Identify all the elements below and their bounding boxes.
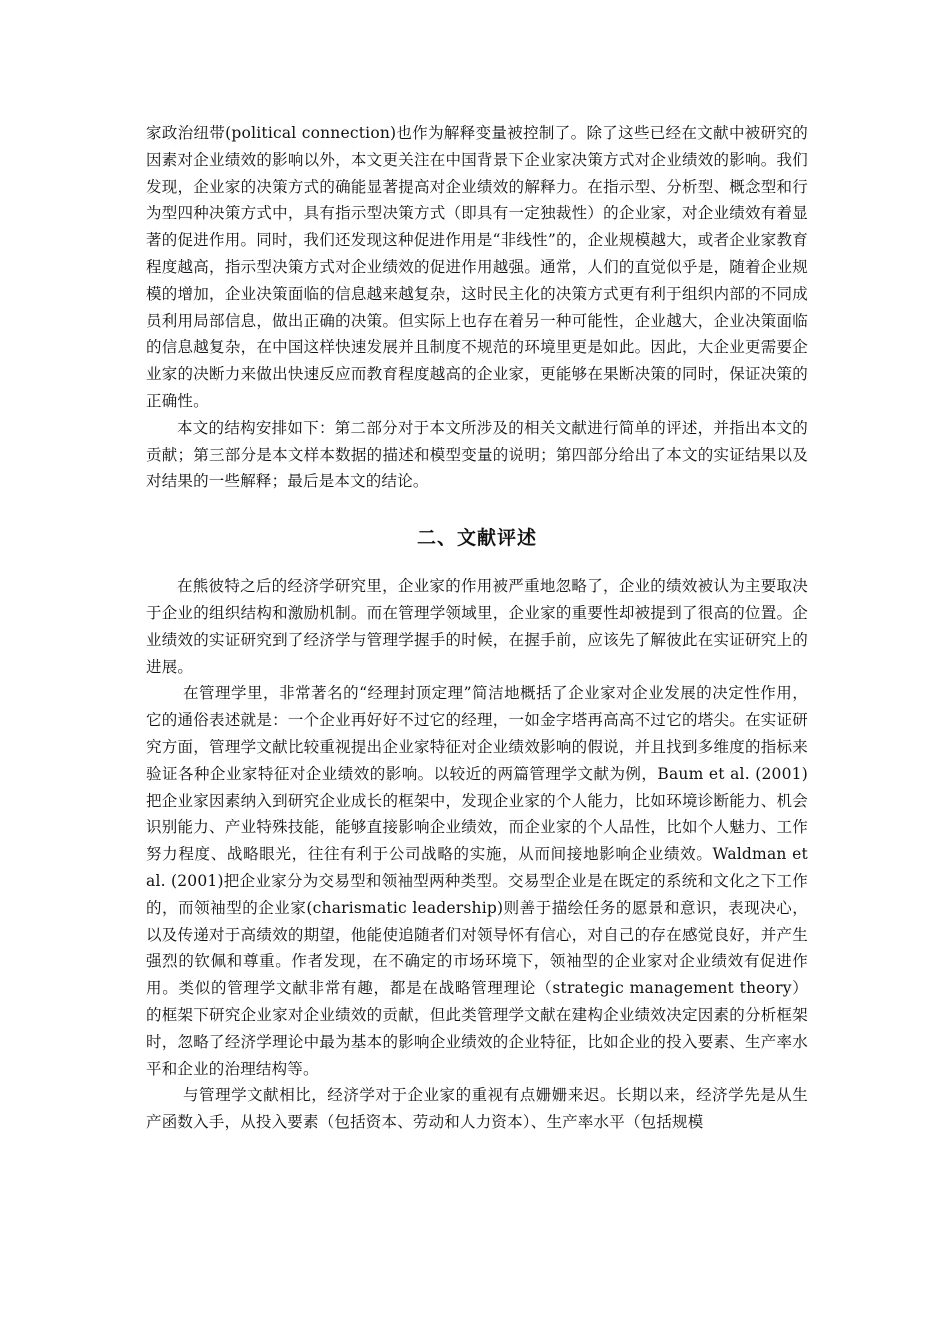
body-paragraph: 在管理学里，非常著名的“经理封顶定理”简洁地概括了企业家对企业发展的决定性作用，它的通俗表述就是：一个企业再好好不过它的经理，一如金字塔再高高不过它的塔尖。在实证研究方面，管理学文献比较重视提出企业家特征对企业绩效影响的假说，并且找到多维度的指标来验证各种企业家特征对企业绩效的影响。以较近的两篇管理学文献为例，Baum et al. (2001)把企业家因素纳入到研究企业成长的框架中，发现企业家的个人能力，比如环境诊断能力、机会识别能力、产业特殊技能，能够直接影响企业绩效，而企业家的个人品性，比如个人魅力、工作努力程度、战略眼光，往往有利于公司战略的实施，从而间接地影响企业绩效。Waldman et al. (2001)把企业家分为交易型和领袖型两种类型。交易型企业是在既定的系统和文化之下工作的，而领袖型的企业家(charismatic leadership)则善于描绘任务的愿景和意识，表现决心，以及传递对于高绩效的期望，他能使追随者们对领导怀有信心，对自己的存在感觉良好，并产生强烈的钦佩和尊重。作者发现，在不确定的市场环境下，领袖型的企业家对企业绩效有促进作用。类似的管理学文献非常有趣，都是在战略管理理论（strategic management theory）的框架下研究企业家对企业绩效的贡献，但此类管理学文献在建构企业绩效决定因素的分析框架时，忽略了经济学理论中最为基本的影响企业绩效的企业特征，比如企业的投入要素、生产率水平和企业的治理结构等。 — [146, 684, 808, 1078]
body-paragraph: 在熊彼特之后的经济学研究里，企业家的作用被严重地忽略了，企业的绩效被认为主要取决于企业的组织结构和激励机制。而在管理学领域里，企业家的重要性却被提到了很高的位置。企业绩效的实证研究到了经济学与管理学握手的时候，在握手前，应该先了解彼此在实证研究上的进展。 — [146, 577, 808, 676]
section-heading: 二、文献评述 — [416, 527, 537, 550]
body-paragraph: 本文的结构安排如下：第二部分对于本文所涉及的相关文献进行简单的评述，并指出本文的贡献；第三部分是本文样本数据的描述和模型变量的说明；第四部分给出了本文的实证结果以及对结果的一些解释；最后是本文的结论。 — [146, 418, 808, 491]
body-paragraph: 家政治纽带(political connection)也作为解释变量被控制了。除了这些已经在文献中被研究的因素对企业绩效的影响以外，本文更关注在中国背景下企业家决策方式对企业绩效的影响。我们发现，企业家的决策方式的确能显著提高对企业绩效的解释力。在指示型、分析型、概念型和行为型四种决策方式中，具有指示型决策方式（即具有一定独裁性）的企业家，对企业绩效有着显著的促进作用。同时，我们还发现这种促进作用是“非线性”的，企业规模越大，或者企业家教育程度越高，指示型决策方式对企业绩效的促进作用越强。通常，人们的直觉似乎是，随着企业规模的增加，企业决策面临的信息越来越复杂，这时民主化的决策方式更有利于组织内部的不同成员利用局部信息，做出正确的决策。但实际上也存在着另一种可能性，企业越大，企业决策面临的信息越复杂，在中国这样快速发展并且制度不规范的环境里更是如此。因此，大企业更需要企业家的决断力来做出快速反应而教育程度越高的企业家，更能够在果断决策的同时，保证决策的正确性。 — [146, 124, 808, 410]
body-paragraph: 与管理学文献相比，经济学对于企业家的重视有点姗姗来迟。长期以来，经济学先是从生产函数入手，从投入要素（包括资本、劳动和人力资本）、生产率水平（包括规模 — [146, 1086, 808, 1132]
document-page — [146, 120, 808, 1136]
